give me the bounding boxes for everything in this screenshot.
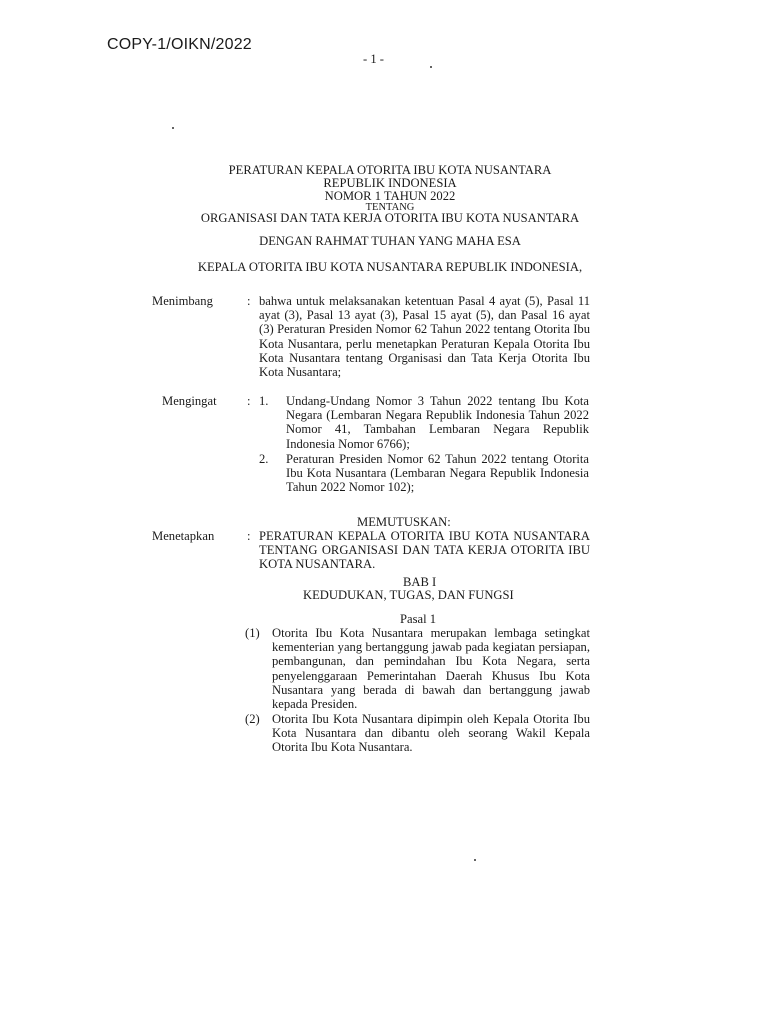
bab-title: KEDUDUKAN, TUGAS, DAN FUNGSI (303, 588, 514, 602)
menimbang-label: Menimbang (152, 294, 213, 308)
copy-stamp: COPY-1/OIKN/2022 (107, 36, 252, 53)
mengingat-item-text: Undang-Undang Nomor 3 Tahun 2022 tentang Ibu Kota Negara (Lembaran Negara Republik Indonesia Tahun 2022 Nomor 41, Tambahan Lembaran Negara Republik Indonesia Nomor 6766); (286, 394, 589, 451)
mengingat-item-number: 1. (259, 394, 269, 408)
bab-number: BAB I (403, 575, 437, 589)
title-line-5: ORGANISASI DAN TATA KERJA OTORITA IBU KOTA NUSANTARA (200, 211, 580, 225)
title-line-3: NOMOR 1 TAHUN 2022 (324, 189, 456, 203)
title-line-1: PERATURAN KEPALA OTORITA IBU KOTA NUSANTARA (228, 163, 552, 177)
pasal-item-number: (1) (245, 626, 260, 640)
scan-speck (172, 127, 174, 129)
mengingat-label: Mengingat (162, 394, 217, 408)
pasal-item-text: Otorita Ibu Kota Nusantara dipimpin oleh Kepala Otorita Ibu Kota Nusantara dan dibantu oleh seorang Wakil Kepala Otorita Ibu Kota Nusantara. (272, 712, 590, 755)
page-number: - 1 - (363, 52, 384, 66)
menetapkan-colon: : (247, 529, 251, 543)
menimbang-colon: : (247, 294, 251, 308)
memutuskan-heading: MEMUTUSKAN: (357, 515, 451, 529)
menimbang-text: bahwa untuk melaksanakan ketentuan Pasal 4 ayat (5), Pasal 11 ayat (3), Pasal 13 ayat (3), Pasal 15 ayat (5), dan Pasal 16 ayat (3) Peraturan Presiden Nomor 62 Tahun 2022 tentang Otorita Ibu Kota Nusantara, perlu menetapkan Peraturan Kepala Otorita Ibu Kota Nusantara tentang Organisasi dan Tata Kerja Otorita Ibu Kota Nusantara; (259, 294, 590, 380)
invocation: DENGAN RAHMAT TUHAN YANG MAHA ESA (259, 234, 521, 248)
scan-speck (474, 859, 476, 861)
title-line-2: REPUBLIK INDONESIA (323, 176, 457, 190)
mengingat-item-text: Peraturan Presiden Nomor 62 Tahun 2022 tentang Otorita Ibu Kota Nusantara (Lembaran Negara Republik Indonesia Tahun 2022 Nomor 102); (286, 452, 589, 495)
mengingat-item-number: 2. (259, 452, 269, 466)
issuer: KEPALA OTORITA IBU KOTA NUSANTARA REPUBLIK INDONESIA, (197, 260, 583, 274)
pasal-item-number: (2) (245, 712, 260, 726)
menetapkan-text: PERATURAN KEPALA OTORITA IBU KOTA NUSANTARA TENTANG ORGANISASI DAN TATA KERJA OTORITA IBU KOTA NUSANTARA. (259, 529, 590, 572)
pasal-title: Pasal 1 (400, 612, 437, 626)
menetapkan-label: Menetapkan (152, 529, 215, 543)
pasal-item-text: Otorita Ibu Kota Nusantara merupakan lembaga setingkat kementerian yang bertanggung jawab pada kegiatan persiapan, pembangunan, dan pemindahan Ibu Kota Negara, serta penyelenggaraan Pemerintahan Daerah Khusus Ibu Kota Nusantara yang berada di bawah dan bertanggung jawab kepada Presiden. (272, 626, 590, 712)
mengingat-colon: : (247, 394, 251, 408)
title-line-4: TENTANG (365, 202, 415, 213)
scan-speck (430, 66, 432, 68)
